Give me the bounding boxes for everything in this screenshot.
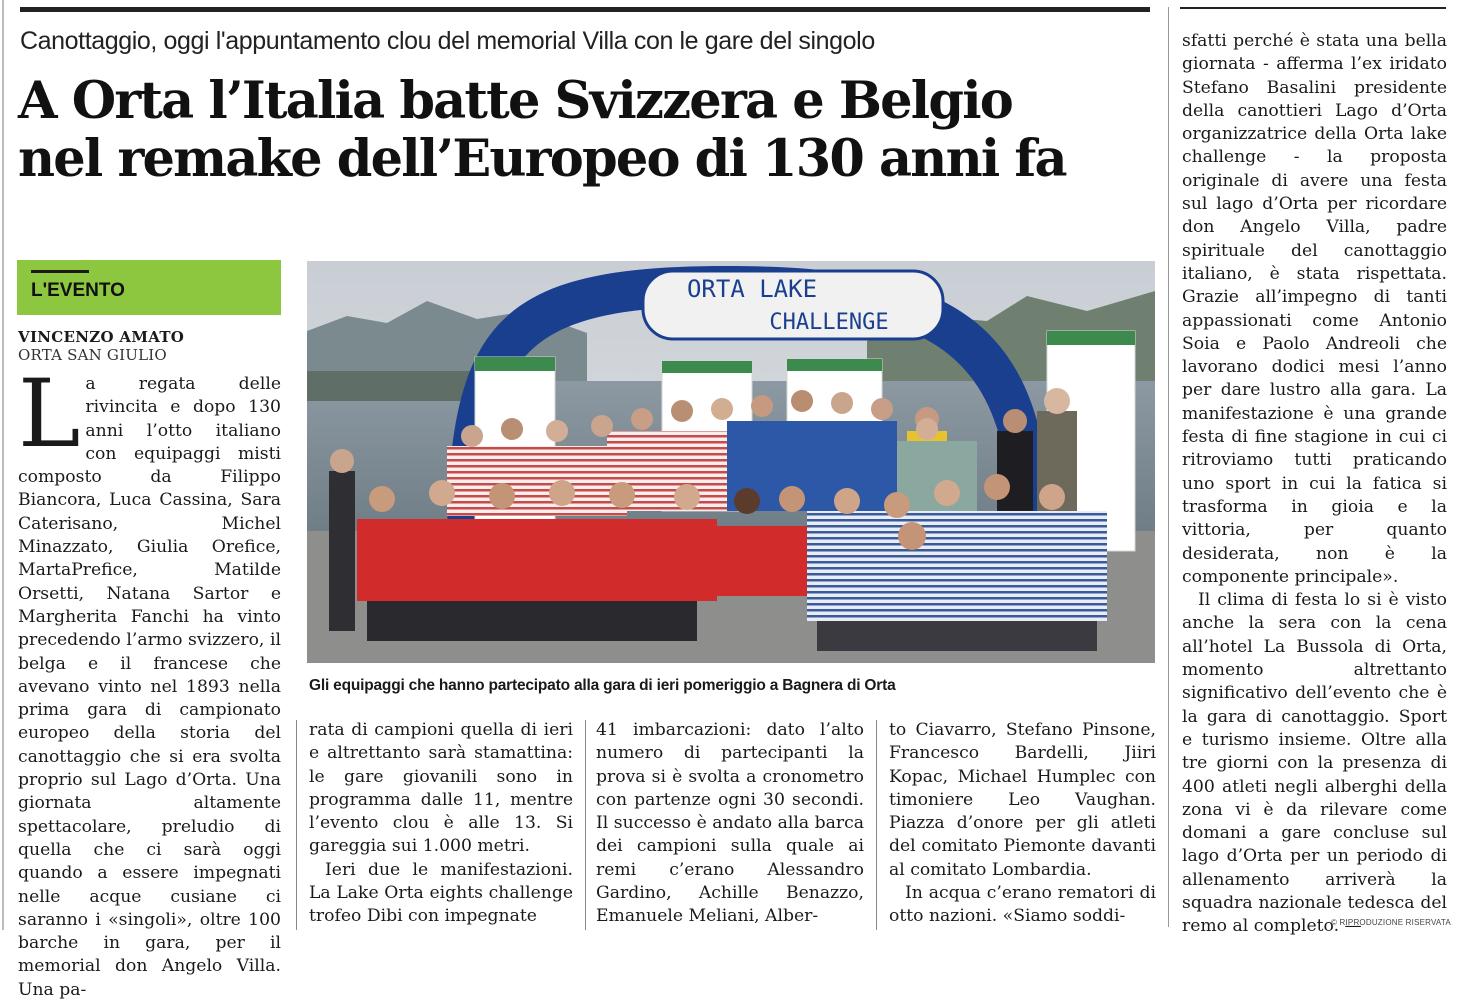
article-column-4 <box>889 719 1156 929</box>
column-4-paragraph-2: In acqua c’erano rematori di otto nazioni. «Siamo soddi- <box>889 883 1156 927</box>
article-photo <box>307 261 1155 663</box>
copyright-notice: © RIPRODUZIONE RISERVATA <box>1331 918 1451 927</box>
column-separator-main <box>1168 7 1169 927</box>
column-separator-1 <box>296 720 297 930</box>
dropcap: L <box>18 360 81 469</box>
section-label-bar <box>31 270 89 273</box>
photo-caption: Gli equipaggi che hanno partecipato alla gara di ieri pomeriggio a Bagnera di Orta <box>309 677 896 694</box>
article-column-3 <box>596 719 864 929</box>
headline <box>18 72 1158 188</box>
column-5-paragraph-2: Il clima di festa lo si è visto anche la sera con la cena all’hotel La Bussola di Orta, momento altrettanto significativo dell’evento che è la gara di canottaggio. Sport e turismo insieme. Oltre alla tre giorni con la presenza di 400 atleti negli alberghi della zona vi è da rilevare come domani a gare concluse sul lago d’Orta per un periodo di allenamento arriverà la squadra nazionale tedesca del remo al completo. — <box>1182 590 1447 937</box>
article-column-5 <box>1182 30 1447 939</box>
author-location: ORTA SAN GIULIO <box>18 346 167 364</box>
headline-line-1: A Orta l’Italia batte Svizzera e Belgio <box>18 71 1013 131</box>
column-separator-2 <box>585 720 586 930</box>
column-1-text: a regata delle rivincita e dopo 130 anni l’otto italiano con equipaggi misti composto da Filippo Biancora, Luca Cassina, Sara Caterisano, Michel Minazzato, Giulia Orefice, MartaPrefice, Matilde Orsetti, Natana Sartor e Margherita Fanchi ha vinto precedendo l’armo svizzero, il belga e il francese che avevano vinto nel 1893 nella prima gara di campionato europeo della storia del canottaggio che si era svolta proprio sul Lago d’Orta. Una giornata altamente spettacolare, preludio di quella che ci sarà oggi quando a essere impegnati nelle acque cusiane ci saranno i «singoli», oltre 100 barche in gara, per il memorial don Angelo Villa. Una pa- <box>18 374 281 1000</box>
right-top-rule <box>1180 7 1446 9</box>
headline-line-2: nel remake dell’Europeo di 130 anni fa <box>18 129 1066 189</box>
section-label: L'EVENTO <box>31 280 125 301</box>
photo-banner-line-2: CHALLENGE <box>769 310 889 335</box>
top-rule <box>20 7 1150 12</box>
column-2-paragraph-1: rata di campioni quella di ieri e altrettanto sarà stamattina: le gare giovanili sono in programma dalle 11, mentre l’evento clou è alle 13. Si gareggia sui 1.000 metri. <box>309 720 573 857</box>
column-4-paragraph-1: to Ciavarro, Stefano Pinsone, Francesco Bardelli, Jiiri Kopac, Michael Humplec con timoniere Leo Vaughan. Piazza d’onore per gli atleti del comitato Piemonte davanti al comitato Lombardia. <box>889 720 1156 880</box>
column-5-paragraph-1: sfatti perché è stata una bella giornata - afferma l’ex iridato Stefano Basalini presidente della canottieri Lago d’Orta organizzatrice della Orta lake challenge - la proposta originale di avere una festa sul lago d’Orta per ricordare don Angelo Villa, padre spirituale del canottaggio italiano, è stata rispettata. Grazie all’impegno di tanti appassionati come Antonio Soia e Paolo Andreoli che lavorano dodici mesi l’anno per dare lustro alla gara. La manifestazione è una grande festa di fine stagione in cui ci ritroviamo tutti praticando uno sport in cui la fatica si trasforma in gioia e la vittoria, per quanto desiderata, non è la componente principale». <box>1182 31 1447 587</box>
article-column-2 <box>309 719 573 929</box>
column-3-paragraph-1: 41 imbarcazioni: dato l’alto numero di partecipanti la prova si è svolta a cronometro con partenze ogni 30 secondi. Il successo è andato alla barca dei campioni sulla quale ai remi c’erano Alessandro Gardino, Achille Benazzo, Emanuele Meliani, Alber- <box>596 720 864 927</box>
page-edge-line <box>2 0 4 930</box>
column-2-paragraph-2: Ieri due le manifestazioni. La Lake Orta eights challenge trofeo Dibi con impegnate <box>309 859 573 927</box>
author-name: VINCENZO AMATO <box>18 328 185 346</box>
kicker: Canottaggio, oggi l'appuntamento clou del memorial Villa con le gare del singolo <box>20 27 875 55</box>
article-column-1 <box>18 360 281 1002</box>
column-separator-3 <box>876 720 877 930</box>
photo-banner-line-1: ORTA LAKE <box>686 275 818 303</box>
